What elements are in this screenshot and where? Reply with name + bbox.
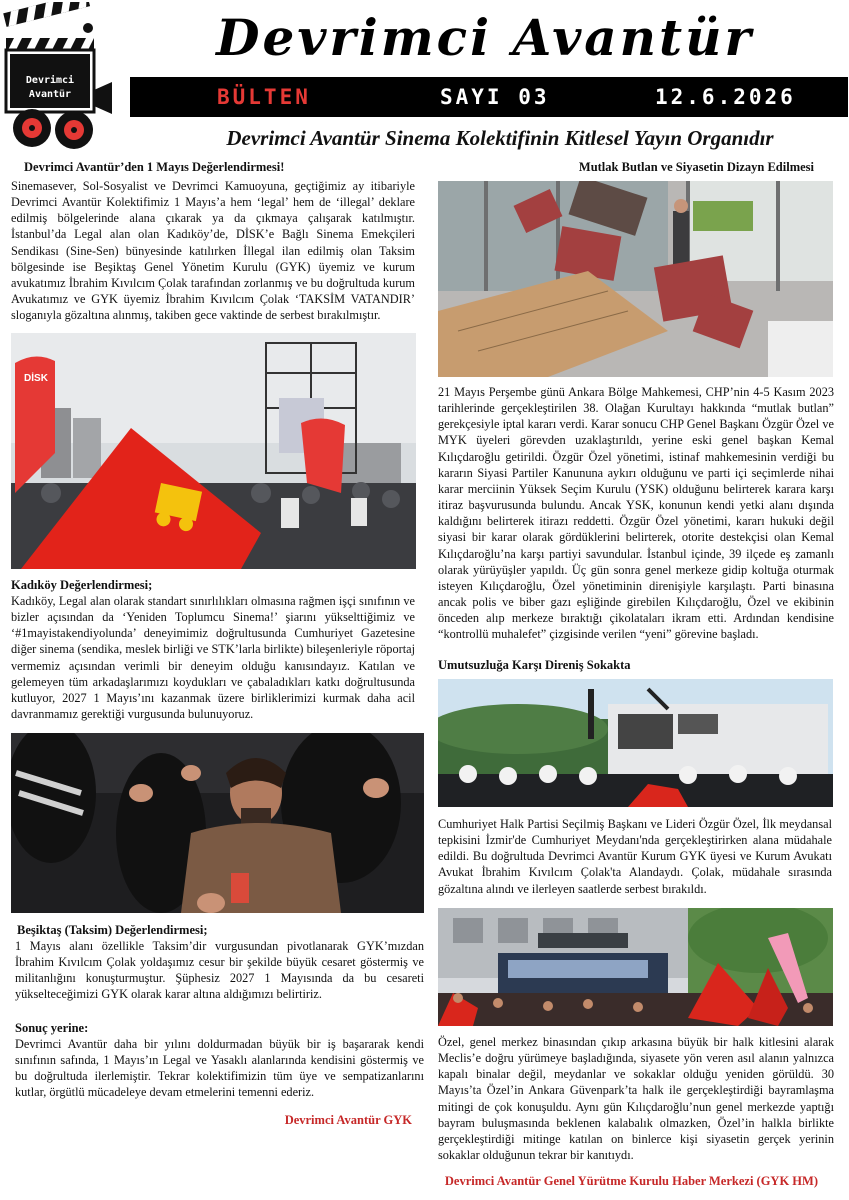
right-signature: Devrimci Avantür Genel Yürütme Kurulu Haber Merkezi (GYK HM)	[444, 1174, 818, 1188]
issue-bar	[130, 77, 848, 117]
bulletin-label: BÜLTEN	[217, 85, 311, 109]
right-section1-body: 21 Mayıs Perşembe günü Ankara Bölge Mahkemesi, CHP’nin 4-5 Kasım 2023 tarihlerinde gerçekleştirilen 38. Olağan Kurultayı hakkında “mutlak butlan” gerekçesiyle iptal kararı verdi. Karar sonucu CHP Genel Başkanı Özgür Özel ve MYK üyeleri görevden uzaklaştırıldı, yerine eski genel başkan Kemal Kılıçdaroğlu getirildi. Özgür Özel yönetimi, istinaf mahkemesinin verdiği bu kararın Siyasi Partiler Kanununa aykırı olduğunu ve parti içi seçimlerde nihai karar merciinin Yüksek Seçim Kurulu (YSK) olduğunu belirterek karara karşı itiraz başvurusunda bulundu. Ancak YSK, konunun kendi yetki alanı dışında kaldığını belirterek itirazı reddetti. Özgür Özel yönetimi, kararı hukuki değil siyasi bir karar olarak gördüklerini belirterek, otorite destekçisi olan Kemal Kılıçdaroğlu’na karşı partiyi savundular. İstanbul içinde, 39 ilçede eş zamanlı olarak yürüyüşler yapıldı. Üç gün sonra genel merkeze gidip koltuğa oturmak isteyen Kılıçdaroğlu, Özel yönetiminin direnişiyle karşılaştı. Parti binasına ancak polis ve biber gazı eşliğinde girebilen Kılıçdaroğlu, Özel ve ekibinin önceden alıp merkeze bıraktığı çikolataları ikram etti. Ardından kendisine “kontrollü muhalefet” çizgisinde verilen “yeni” görevine başladı.	[438, 385, 834, 642]
left-section3-body: 1 Mayıs alanı özellikle Taksim’dir vurgusundan pivotlanarak GYK’mızdan İbrahim Kıvılcım Çolak yoldaşımız cesur bir şekilde büyük cesaret göstermiş ve militanlığını konuşturmuştur. Şüphesiz 2027 1 Mayısında da bu cesareti yükselteceğimizi GYK olarak karar altına aldığımızı belirtiriz.	[15, 939, 424, 1002]
left-section4-body: Devrimci Avantür daha bir yılını doldurmadan büyük bir iş başararak kendi sınıfının safında, 1 Mayıs’ın Legal ve Yasaklı alanlarında kendisini göstermiş ve bu doğrultuda ilerlemiştir. Tekrar kolektifimizin tüm üye ve sempatizanlarını kutlar, örgütlü mücadeleye devam etmelerini temenni ederiz.	[15, 1037, 424, 1100]
issue-number: SAYI 03	[440, 85, 550, 109]
left-section4-heading: Sonuç yerine:	[15, 1021, 89, 1035]
film-camera-logo	[2, 2, 117, 152]
chp-office-photo	[438, 181, 833, 377]
logo-text-line1: Devrimci	[25, 75, 75, 86]
taksim-detention-photo	[11, 733, 424, 913]
issue-date: 12.6.2026	[655, 85, 796, 109]
left-section3-heading: Beşiktaş (Taksim) Değerlendirmesi;	[17, 923, 208, 937]
right-section2-heading: Umutsuzluğa Karşı Direniş Sokakta	[438, 658, 631, 672]
right-section1-heading: Mutlak Butlan ve Siyasetin Dizayn Edilmesi	[578, 160, 814, 174]
left-section1-body: Sinemasever, Sol-Sosyalist ve Devrimci Kamuoyuna, geçtiğimiz ay itibariyle Devrimci Avantür Kolektifimiz 1 Mayıs’a hem ‘legal’ hem de ‘illegal’ deklare edilmiş bölgelerinde alana çıkarak ya da çıkmaya çalışarak katılmıştır. İstanbul’da Legal alan olan Kadıköy’de, DİSK’e Bağlı Sinema Emekçileri Sendikası (Sine-Sen) bünyesinde katılırken İllegal ilan edilmiş olan Taksim bölgesinde ise Beşiktaş Genel Yönetim Kurulu (GYK) üyemiz ve kurum avukatımız İbrahim Kıvılcım Çolak tarafından zorlanmış ve bu doğrultuda kurum Avukatımız ve GYK üyemiz İbrahim Kıvılcım Çolak ‘TAKSİM VATANDIR’ sloganıyla gözaltına alınmış, takiben gece vaktinde de serbest bırakılmıştır.	[11, 179, 415, 323]
tagline: Devrimci Avantür Sinema Kolektifinin Kitlesel Yayın Organıdır	[226, 126, 774, 150]
right-section3-body: Özel, genel merkez binasından çıkıp arkasına büyük bir halk kitlesini alarak Meclis’e doğru yürümeye başladığında, siyasete yön veren asıl alanın yalnızca kapalı binalar değil, meydanlar ve sokaklar olduğu yeniden görüldü. 30 Mayıs’ta Özel’in Ankara Güvenpark’ta halk ile gerçekleştirdiği bayramlaşma mitingi de çok konuşuldu. Aynı gün Kılıçdaroğlu’nun genel merkezde yaptığı bayram buluşmasında beklenen kalabalık olmazken, Özel’in halkla birlikte gerçekleştirdiği mitinge katılan on binlerce kişi siyasetin gerçek yerinin sokaklar olduğunun tekrar bir kanıtıydı.	[438, 1035, 834, 1163]
left-section2-body: Kadıköy, Legal alan olarak standart sınırlılıkları olmasına rağmen işçi sınıfının ve bizler açısından da ‘Yeniden Toplumcu Sinema!’ şiarını yükselttiğimiz ve ‘#1mayistakendiyolunda’ deneyimimiz doğrultusunda Cumhuriyet Gazetesine diğer sinema (sendika, meslek birliği ve STK’larla birlikte) bileşenleriyle röportaj vermemiz açısından verimli bir deneyim olduğu kanısındayız. Katılan ve gelemeyen tüm arkadaşlarımızı koydukları ve çabaladıkları katkı doğrultusunda kutluyor, 2027 1 Mayıs’ını kazanmak üzere birliklerimizi kurmak daha acil davranmamız gerektiği vurgusunda bulunuyoruz.	[11, 594, 415, 722]
flag-disk-text: DİSK	[24, 373, 48, 384]
izmir-intervention-photo	[438, 679, 833, 807]
logo-text-line2: Avantür	[28, 89, 72, 100]
left-section2-heading: Kadıköy Değerlendirmesi;	[11, 578, 153, 592]
right-section2-body: Cumhuriyet Halk Partisi Seçilmiş Başkanı ve Lideri Özgür Özel, İlk meydansal tepkisini İzmir'de Cumhuriyet Meydanı'nda gerçekleştirirken alana müdahale edildi. Bu doğrultuda Devrimci Avantür Kurum GYK üyesi ve Kurum Avukatı Avukat İbrahim Kıvılcım Çolak'ta Alandaydı. Çolak, müdahale sırasında gözaltına alındı ve ilerleyen saatlerde serbest bırakıldı.	[438, 817, 832, 896]
left-section1-heading: Devrimci Avantür’den 1 Mayıs Değerlendirmesi!	[24, 160, 285, 174]
ankara-march-photo	[438, 908, 833, 1026]
left-signature: Devrimci Avantür GYK	[284, 1113, 412, 1127]
masthead-title: Devrimci Avantür	[216, 8, 754, 67]
mayday-kadikoy-photo	[11, 333, 416, 569]
